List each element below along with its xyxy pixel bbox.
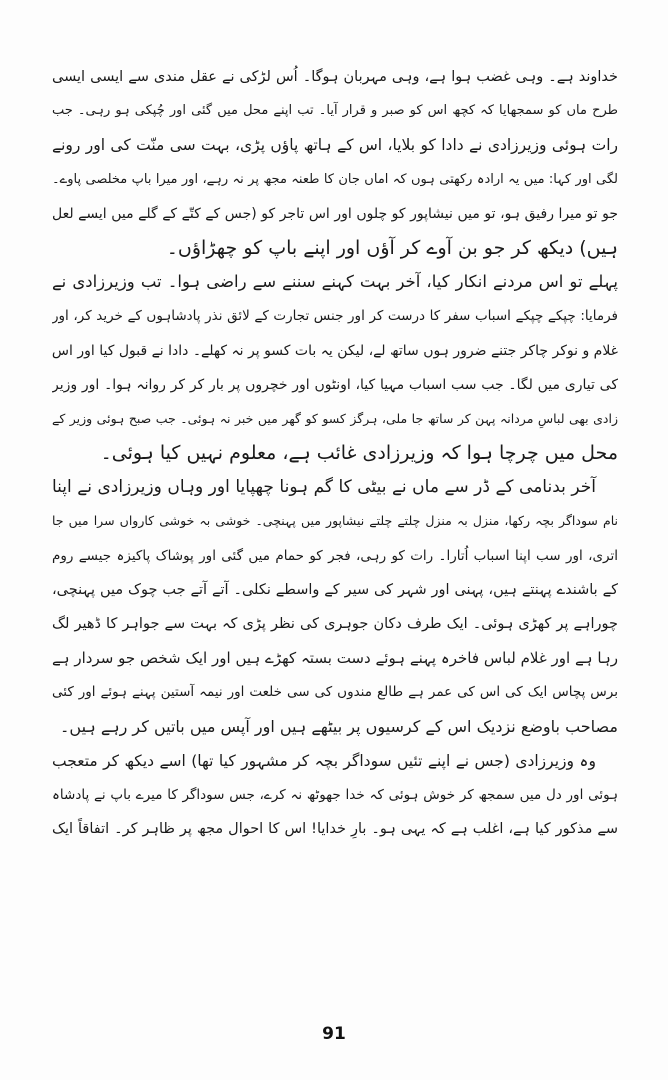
text-line: محل میں چرچا ہوا کہ وزیرزادی غائب ہے، معلوم نہیں کیا ہوئی۔	[100, 442, 618, 465]
text-line: نام سوداگر بچہ رکھا، منزل بہ منزل چلتے چلتے نیشاپور میں پہنچی۔ خوشی بہ خوشی کارواں سرا میں جا	[52, 513, 618, 529]
text-line: سے مذکور کیا ہے، اغلب ہے کہ یہی ہو۔ بارِ خدایا! اس کا احوال مجھ پر ظاہر کر۔ اتفاقاً ایک	[52, 821, 618, 838]
text-line: وہ وزیرزادی (جس نے اپنے تئیں سوداگر بچہ کر مشہور کیا تھا) اسے دیکھ کر متعجب	[52, 751, 596, 770]
text-line: کی تیاری میں لگا۔ جب سب اسباب مہیا کیا، اونٹوں اور خچروں پر بار کر کر روانہ ہوا۔ اور وزیر	[52, 376, 618, 393]
text-line: چوراہے پر کھڑی ہوئی۔ ایک طرف دکان جوہری کی نظر پڑی کہ بہت سے جواہر کا ڈھیر لگ	[52, 616, 618, 632]
text-line: جو تو میرا رفیق ہو، تو میں نیشاپور کو چلوں اور اس تاجر کو (جس کے کتّے کے گلے میں ایسے لعل	[52, 205, 618, 222]
text-line: کے باشندے پہنتے ہیں، پہنی اور شہر کی سیر کے واسطے نکلی۔ آتے آتے جب چوک میں پہنچی،	[52, 581, 618, 598]
body-text	[52, 60, 618, 846]
text-line: فرمایا: چپکے چپکے اسباب سفر کا درست کر اور جنس تجارت کے لائق نذر پادشاہوں کے خرید کر، اور	[52, 308, 618, 325]
text-line: لگی اور کہا: میں یہ ارادہ رکھتی ہوں کہ اماں جان کا طعنہ مجھ پر نہ رہے، اور میرا باپ مخلصی پاوے۔	[52, 171, 618, 187]
text-line: اتری، اور سب اپنا اسباب اُتارا۔ رات کو رہی، فجر کو حمام میں گئی اور پوشاک پاکیزہ جیسے روم	[52, 547, 618, 564]
page-number: 91	[322, 1024, 346, 1044]
text-line: غلام و نوکر چاکر جتنے ضرور ہوں ساتھ لے، لیکن یہ بات کسو پر نہ کھلے۔ دادا نے قبول کیا اور اس	[52, 342, 618, 359]
text-line: زادی بھی لباسِ مردانہ پہن کر ساتھ جا ملی، ہرگز کسو کو گھر میں خبر نہ ہوئی۔ جب صبح ہوئی وزیر کے	[52, 410, 618, 426]
text-line: آخر بدنامی کے ڈر سے ماں نے بیٹی کا گم ہونا چھپایا اور وہاں وزیرزادی نے اپنا	[52, 477, 596, 498]
text-line: برس پچاس ایک کی اس کی عمر ہے طالع مندوں کی سی خلعت اور نیمہ آستین پہنے ہوئے اور کئی	[52, 684, 618, 701]
text-line: مصاحب باوضع نزدیک اس کے کرسیوں پر بیٹھے ہیں اور آپس میں باتیں کر رہے ہیں۔	[60, 716, 618, 736]
text-line: ہیں) دیکھ کر جو بن آوے کر آؤں اور اپنے باپ کو چھڑاؤں۔	[166, 236, 618, 259]
text-line: طرح ماں کو سمجھایا کہ کچھ اس کو صبر و قرار آیا۔ تب اپنے محل میں گئی اور چُپکی ہو رہی۔ جب	[52, 103, 618, 119]
text-line: رات ہوئی وزیرزادی نے دادا کو بلایا، اس کے ہاتھ پاؤں پڑی، بہت سی منّت کی اور رونے	[52, 136, 618, 155]
text-line: رہا ہے اور غلام لباس فاخرہ پہنے ہوئے دست بستہ کھڑے ہیں اور ایک شخص جو سردار ہے	[52, 649, 618, 668]
text-line: ہوئی اور دل میں سمجھ کر خوش ہوئی کہ خدا جھوٹھ نہ کرے، جس سوداگر کا میرے باپ نے پادشاہ	[52, 786, 618, 803]
text-line: پہلے تو اس مردنے انکار کیا، آخر بہت کہنے سننے سے راضی ہوا۔ تب وزیرزادی نے	[52, 272, 618, 292]
text-line: خداوند ہے۔ وہی غضب ہوا ہے، وہی مہربان ہوگا۔ اُس لڑکی نے عقل مندی سے ایسی ایسی	[52, 69, 618, 85]
